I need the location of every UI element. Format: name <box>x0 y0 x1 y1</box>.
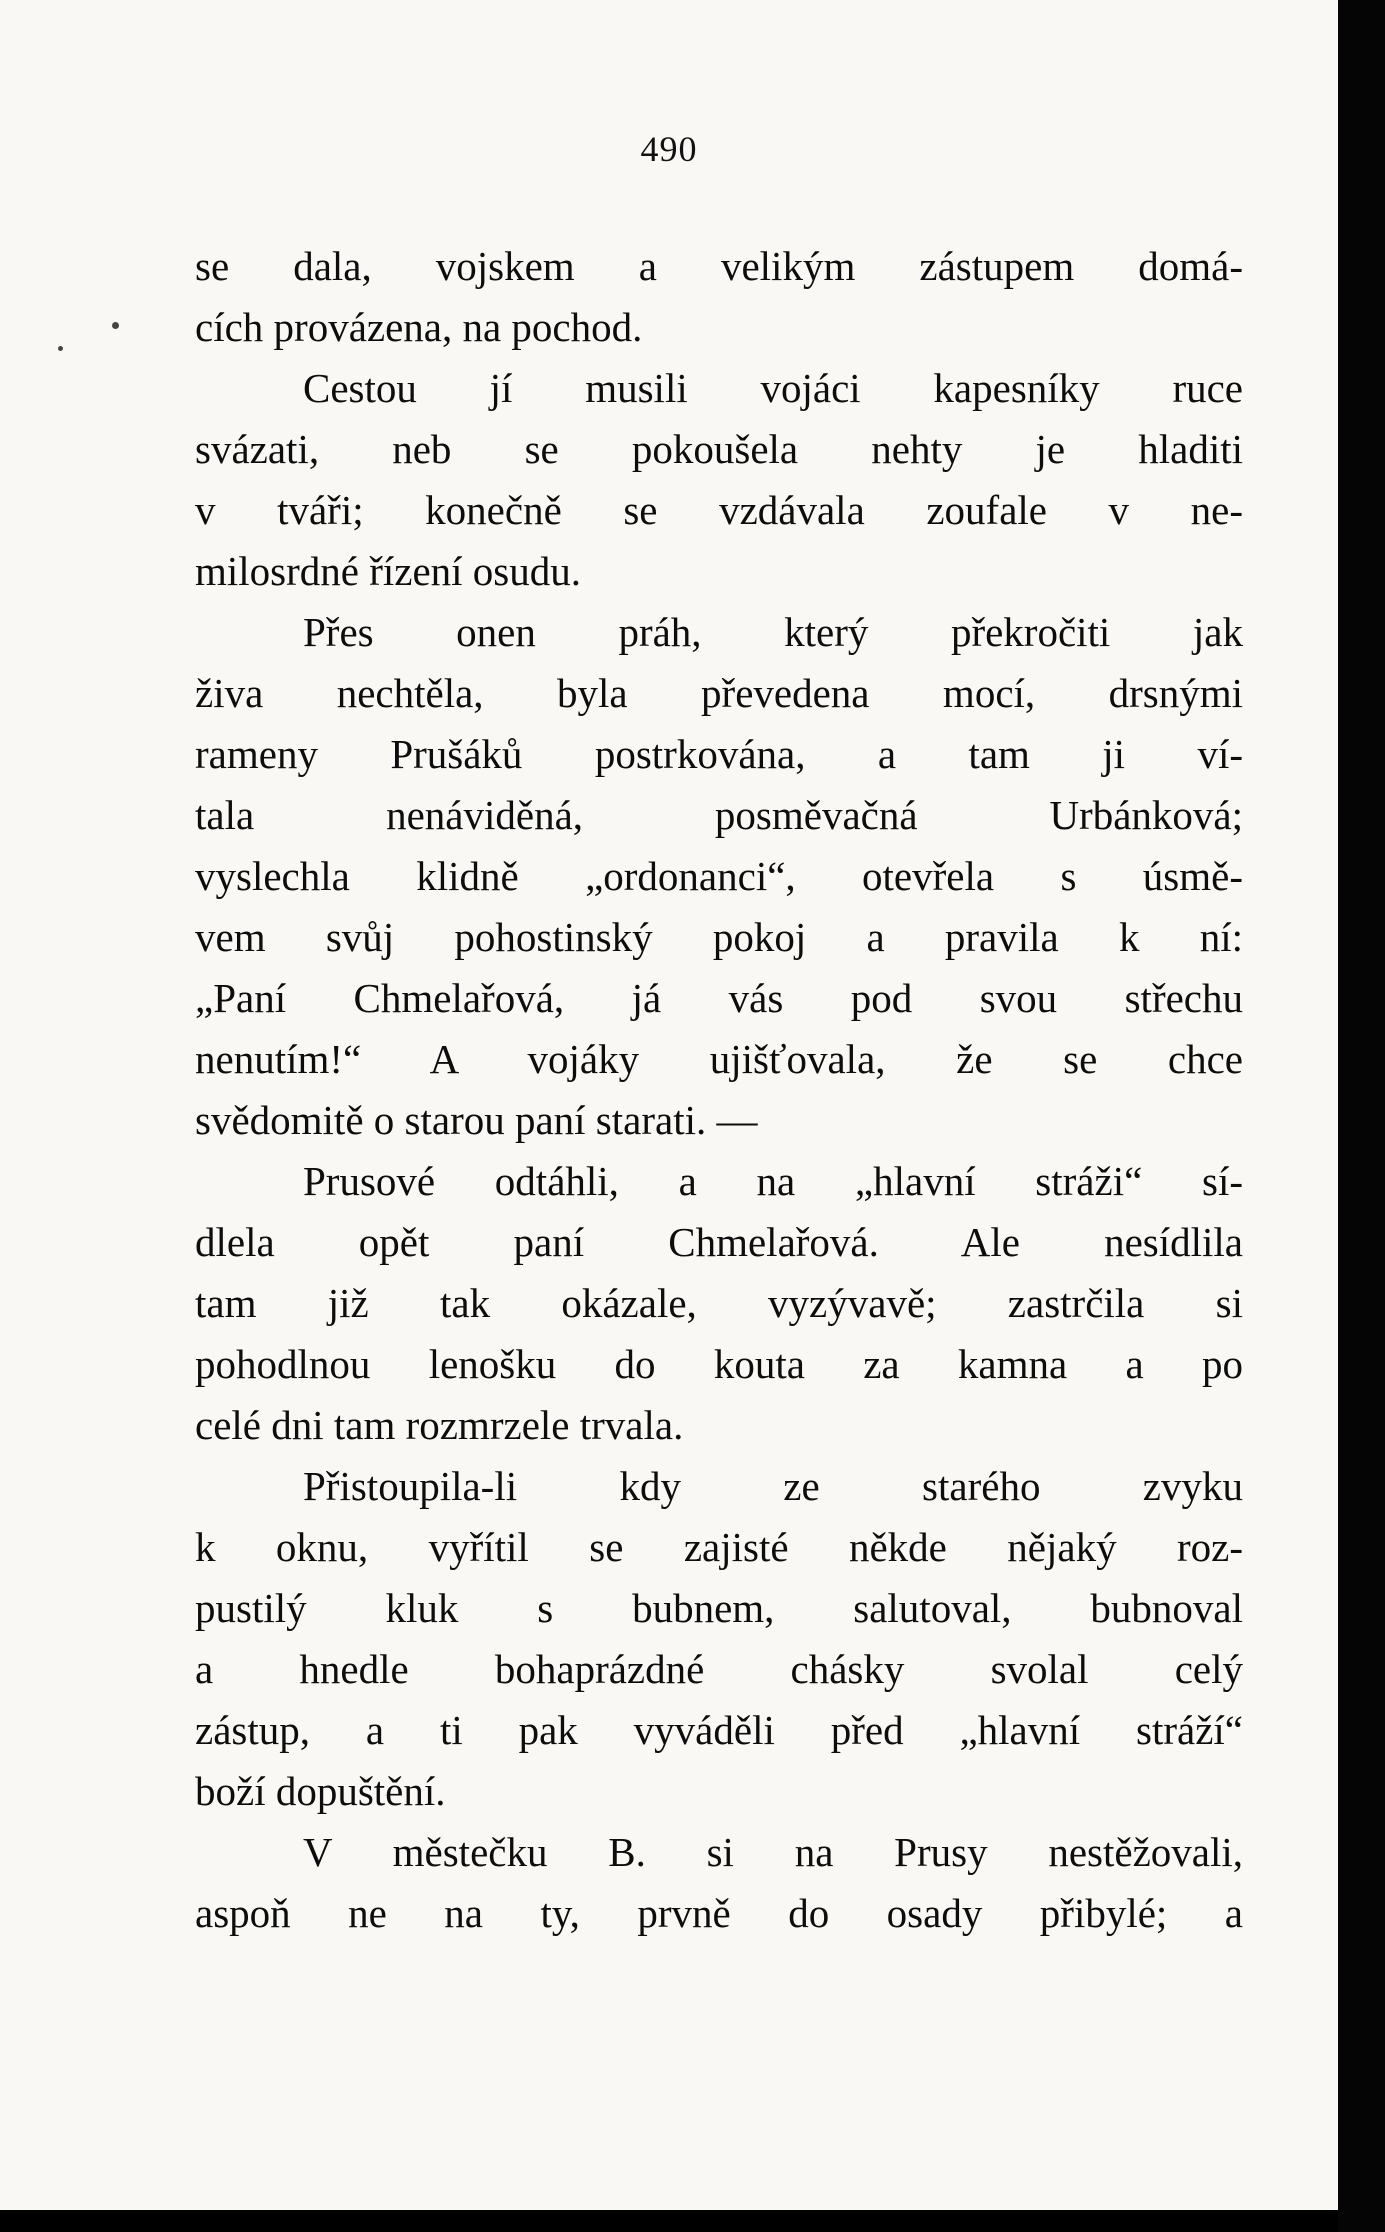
text-line: vem svůj pohostinský pokoj a pravila k ní: <box>195 914 1243 960</box>
text-line: Přistoupila-li kdy ze starého zvyku <box>303 1463 1243 1509</box>
text-line: se dala, vojskem a velikým zástupem domá- <box>195 243 1243 289</box>
print-speck <box>58 346 63 351</box>
text-line: cích provázena, na pochod. <box>195 304 643 350</box>
page-number: 490 <box>640 129 698 169</box>
text-line: tala nenáviděná, posměvačná Urbánková; <box>195 792 1243 838</box>
text-line: živa nechtěla, byla převedena mocí, drsnými <box>195 670 1243 716</box>
text-line: aspoň ne na ty, prvně do osady přibylé; a <box>195 1890 1243 1936</box>
text-line: svázati, neb se pokoušela nehty je hladiti <box>195 426 1243 472</box>
text-line: rameny Prušáků postrkována, a tam ji ví- <box>195 731 1243 777</box>
text-line: tam již tak okázale, vyzývavě; zastrčila si <box>195 1280 1243 1326</box>
text-line: k oknu, vyřítil se zajisté někde nějaký roz- <box>195 1524 1243 1570</box>
print-speck <box>112 322 119 329</box>
text-line: Prusové odtáhli, a na „hlavní stráži“ sí- <box>303 1158 1243 1204</box>
book-binding-edge <box>1338 0 1385 2232</box>
text-line: Cestou jí musili vojáci kapesníky ruce <box>303 365 1243 411</box>
text-line: „Paní Chmelařová, já vás pod svou střechu <box>195 975 1243 1021</box>
text-line: zástup, a ti pak vyváděli před „hlavní stráží“ <box>195 1707 1243 1753</box>
text-line: Přes onen práh, který překročiti jak <box>303 609 1243 655</box>
text-line: v tváři; konečně se vzdávala zoufale v ne- <box>195 487 1243 533</box>
text-line: milosrdné řízení osudu. <box>195 548 582 594</box>
text-line: vyslechla klidně „ordonanci“, otevřela s úsmě- <box>195 853 1243 899</box>
text-line: nenutím!“ A vojáky ujišťovala, že se chce <box>195 1036 1243 1082</box>
text-line: svědomitě o starou paní starati. — <box>195 1097 758 1143</box>
text-line: pohodlnou lenošku do kouta za kamna a po <box>195 1341 1243 1387</box>
text-line: celé dni tam rozmrzele trvala. <box>195 1402 684 1448</box>
body-text <box>195 236 1243 1944</box>
text-line: dlela opět paní Chmelařová. Ale nesídlila <box>195 1219 1243 1265</box>
text-line: pustilý kluk s bubnem, salutoval, bubnoval <box>195 1585 1243 1631</box>
text-line: boží dopuštění. <box>195 1768 446 1814</box>
text-line: V městečku B. si na Prusy nestěžovali, <box>303 1829 1243 1875</box>
text-line: a hnedle bohaprázdné chásky svolal celý <box>195 1646 1243 1692</box>
